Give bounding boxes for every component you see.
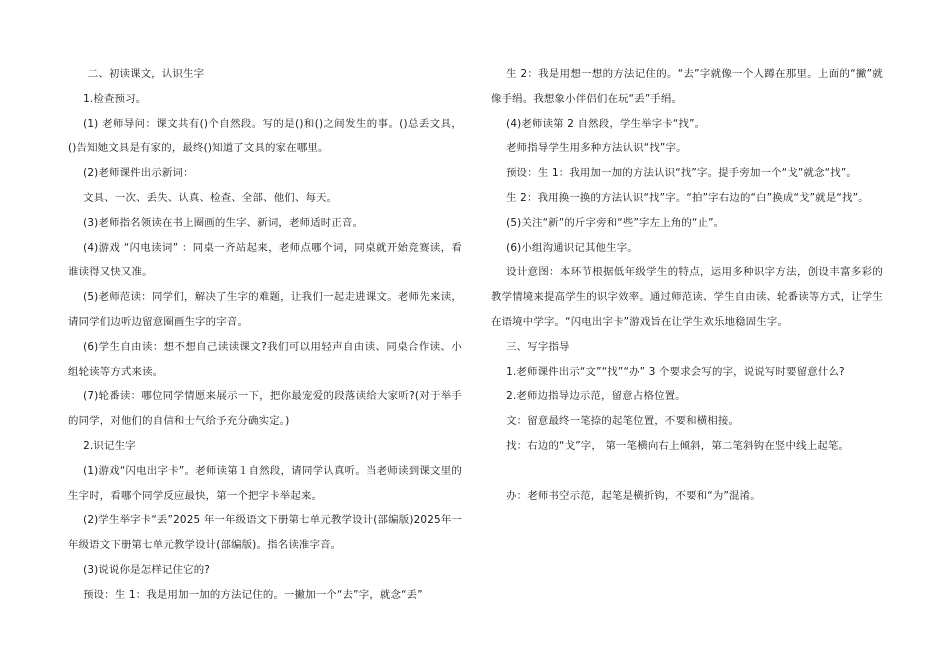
- paragraph: (6)小组沟通识记其他生字。: [506, 241, 638, 254]
- subsection-heading: 2.识记生字: [83, 439, 136, 452]
- paragraph: (3)老师指名领读在书上圈画的生字、新词，老师适时正音。: [83, 216, 364, 229]
- paragraph: (1)游戏“闪电出字卡”。老师读第１自然段，请同学认真听。当老师读到课文里的生字时，看哪个同学反应最快，第一个把字卡举起来。: [68, 464, 462, 502]
- paragraph: 预设：生 1：我用加一加的方法认识“找”字。提手旁加一个“戈”就念“找”。: [506, 167, 858, 180]
- paragraph: 办：老师书空示范，起笔是横折钩，不要和“为”混淆。: [506, 489, 761, 502]
- paragraph: 文：留意最终一笔捺的起笔位置，不要和横相接。: [506, 415, 740, 428]
- paragraph: 1.老师课件出示“文”“找”“办” 3 个要求会写的字，说说写时要留意什么?: [506, 365, 845, 378]
- section-heading: 三、写字指导: [506, 340, 570, 353]
- paragraph: (5)关注“新”的斤字旁和“些”字左上角的“止”。: [506, 216, 725, 229]
- paragraph: (5)老师范读：同学们，解决了生字的难题，让我们一起走进课文。老师先来读，请同学们边听边留意圈画生字的字音。: [68, 291, 462, 328]
- word-list: 文具、一次、丢失、认真、检查、全部、他们、每天。: [83, 191, 338, 204]
- paragraph: (4)游戏 “闪电读词” ：同桌一齐站起来，老师点哪个词，同桌就开始竞赛读，看谁读得又快又准。: [68, 241, 462, 279]
- design-intent: 设计意图：本环节根据低年级学生的特点，运用多种识字方法，创设丰富多彩的教学情境来提高学生的识字效率。通过师范读、学生自由读、轮番读等方式，让学生在语境中学字。“闪电出字卡”游戏旨在让学生欢乐地稳固生字。: [491, 266, 883, 328]
- paragraph: (4)老师读第 2 自然段，学生举字卡“找”。: [506, 117, 706, 130]
- paragraph: 老师指导学生用多种方法认识“找”字。: [506, 142, 687, 155]
- paragraph: 找：右边的“戈”字， 第一笔横向右上倾斜，第二笔斜钩在竖中线上起笔。: [506, 439, 850, 452]
- paragraph: 生 2：我是用想一想的方法记住的。“去”字就像一个人蹲在那里。上面的“撇”就像手绢。我想象小伴侣们在玩“丢”手绢。: [491, 68, 883, 105]
- paragraph: 预设：生 1：我是用加一加的方法记住的。一撇加一个“去”字，就念“丢”: [83, 588, 423, 601]
- paragraph: (1) 老师导问：课文共有()个自然段。写的是()和()之间发生的事。()总丢文具，()告知她文具是有家的，最终()知道了文具的家在哪里。: [68, 117, 462, 155]
- paragraph: 2.老师边指导边示范，留意占格位置。: [506, 390, 686, 403]
- paragraph: (3)说说你是怎样记住它的?: [83, 563, 211, 576]
- left-column: [68, 62, 462, 608]
- subsection-heading: 1.检查预习。: [83, 92, 147, 105]
- paragraph: 生 2：我用换一换的方法认识“找”字。“拍”字右边的“白”换成“戈”就是“找”。: [506, 191, 869, 204]
- section-heading: 二、初读课文，认识生字: [87, 68, 205, 80]
- paragraph: (7)轮番读：哪位同学情愿来展示一下，把你最宠爱的段落读给大家听?(对于举手的同学，对他们的自信和士气给予充分确实定。): [68, 390, 462, 428]
- paragraph: (2)学生举字卡“丢”2025 年一年级语文下册第七单元教学设计(部编版)2025年一年级语文下册第七单元教学设计(部编版)。指名读准字音。: [68, 514, 463, 552]
- right-column: [491, 62, 883, 509]
- paragraph: (2)老师课件出示新词：: [83, 167, 194, 180]
- paragraph: (6)学生自由读：想不想自己读读课文?我们可以用轻声自由读、同桌合作读、小组轮读等方式来读。: [68, 340, 462, 378]
